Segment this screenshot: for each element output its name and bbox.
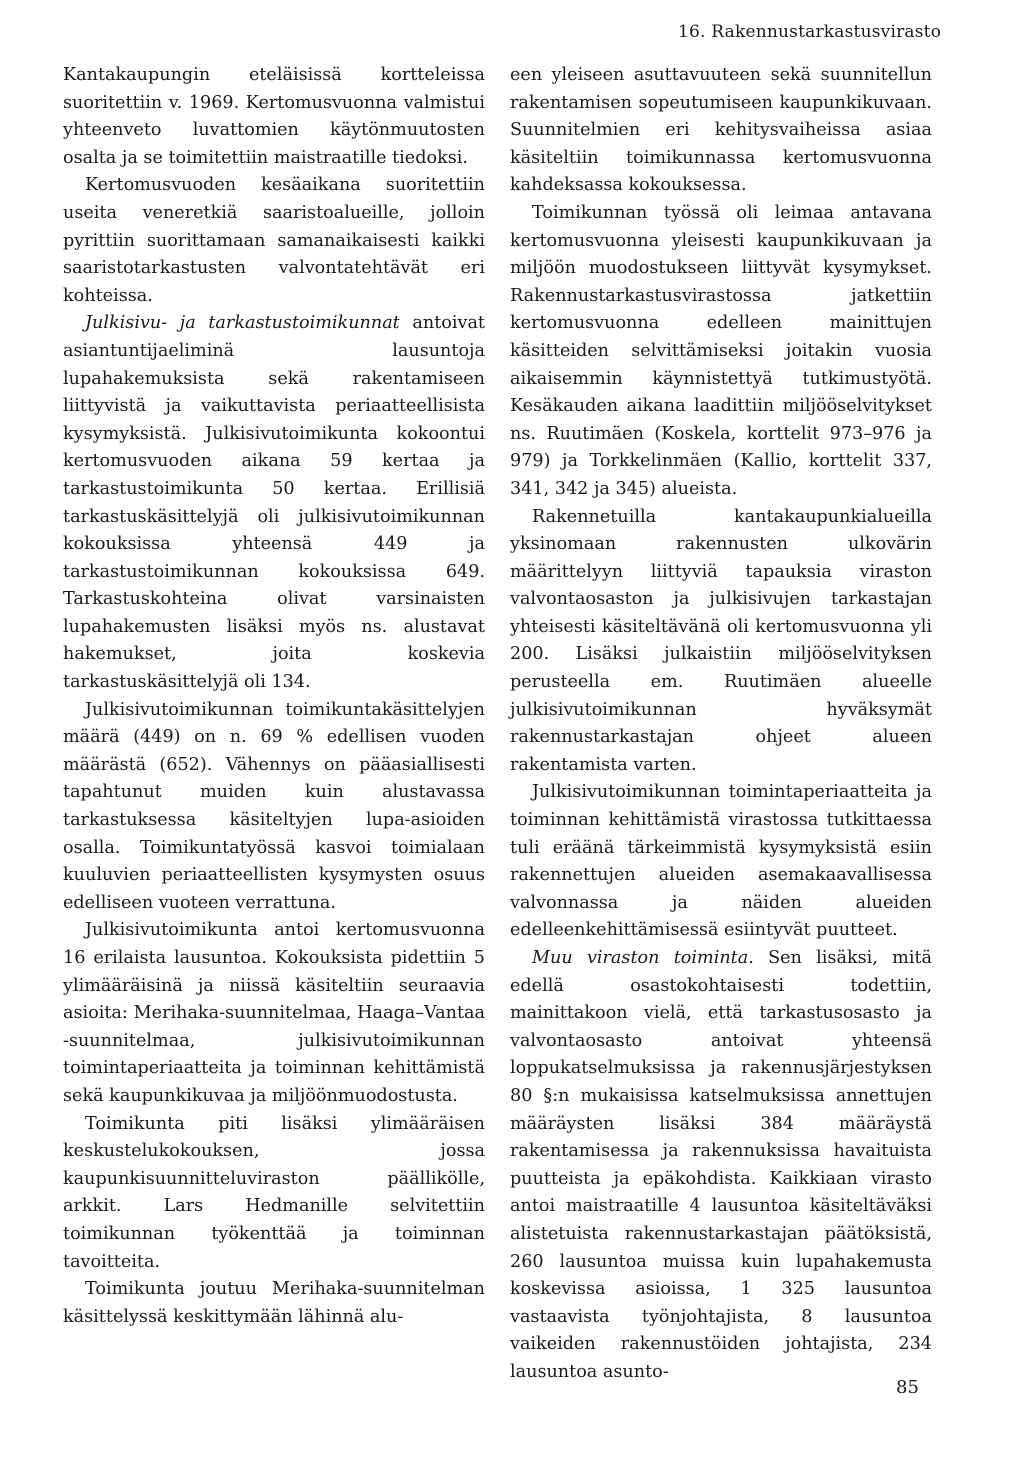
page-number: 85 (896, 1377, 919, 1398)
paragraph: Kantakaupungin eteläisissä kortteleissa suoritettiin v. 1969. Kertomusvuonna valmistui yhteenveto luvattomien käytönmuutosten osalta ja se toimitettiin maistraatille tiedoksi. (63, 65, 485, 168)
paragraph: een yleiseen asuttavuuteen sekä suunnitellun rakentamisen sopeutumiseen kaupunkikuvaan. Suunnitelmien eri kehitysvaiheissa asiaa käsiteltiin toimikunnassa kertomusvuonna kahdeksassa kokouksessa. (510, 65, 932, 196)
running-head: 16. Rakennustarkastusvirasto (678, 22, 942, 42)
paragraph: Julkisivutoimikunnan toimintaperiaatteita ja toiminnan kehittämistä virastossa tutkittaessa tuli eräänä tärkeimmistä kysymyksistä esiin rakennettujen alueiden asemakaavallisessa valvonnassa ja näiden alueiden edelleenkehittämisessä esiintyvät puutteet. (510, 782, 932, 941)
paragraph-text: Sen lisäksi, mitä edellä osastokohtaisesti todettiin, mainittakoon vielä, että tarkastusosasto ja valvontaosasto antoivat yhteensä loppukatselmuksissa ja rakennusjärjestyksen 80 §:n mukaisissa katselmuksissa annettujen määräysten lisäksi 384 määräystä rakentamisessa ja rakennuksissa havaituista puutteista ja epäkohdista. Kaikkiaan virasto antoi maistraatille 4 lausuntoa käsiteltäväksi alistetuista rakennustarkastajan päätöksistä, 260 lausuntoa muissa kuin lupahakemusta koskevissa asioissa, 1 325 lausuntoa vastaavista työnjohtajista, 8 lausuntoa vaikeiden rakennustöiden johtajista, 234 lausuntoa asunto- (510, 948, 932, 1382)
section-heading-italic: Julkisivu- ja tarkastustoimikunnat (85, 313, 400, 334)
paragraph: Toimikunta joutuu Merihaka-suunnitelman käsittelyssä keskittymään lähinnä alu- (63, 1279, 485, 1327)
paragraph: Julkisivutoimikunnan toimikuntakäsittelyjen määrä (449) on n. 69 % edellisen vuoden määrästä (652). Vähennys on pääasiallisesti tapahtunut muiden kuin alustavassa tarkastuksessa käsiteltyjen lupa-asioiden osalla. Toimikuntatyössä kasvoi toimialaan kuuluvien periaatteellisten kysymysten osuus edelliseen vuoteen verrattuna. (63, 699, 485, 913)
paragraph: Julkisivutoimikunta antoi kertomusvuonna 16 erilaista lausuntoa. Kokouksista pidettiin 5 ylimääräisinä ja niissä käsiteltiin seuraavia asioita: Merihaka-suunnitelmaa, Haaga–Vantaa -suunnitelmaa, julkisivutoimikunnan toimintaperiaatteita ja toiminnan kehittämistä sekä kaupunkikuvaa ja miljöönmuodostusta. (63, 920, 485, 1106)
paragraph: Toimikunta piti lisäksi ylimääräisen keskustelukokouksen, jossa kaupunkisuunnitteluviraston päällikölle, arkkit. Lars Hedmanille selvitettiin toimikunnan työkenttää ja toiminnan tavoitteita. (63, 1113, 485, 1272)
paragraph (63, 310, 485, 696)
paragraph: Kertomusvuoden kesäaikana suoritettiin useita veneretkiä saaristoalueille, jolloin pyrittiin suorittamaan samanaikaisesti kaikki saaristotarkastusten valvontatehtävät eri kohteissa. (63, 175, 485, 306)
paragraph-text: antoivat asiantuntijaeliminä lausuntoja lupahakemuksista sekä rakentamiseen liittyvistä ja vaikuttavista periaatteellisista kysymyksistä. Julkisivutoimikunta kokoontui kertomusvuoden aikana 59 kertaa ja tarkastustoimikunta 50 kertaa. Erillisiä tarkastuskäsittelyjä oli julkisivutoimikunnan kokouksissa yhteensä 449 ja tarkastustoimikunnan kokouksissa 649. Tarkastuskohteina olivat varsinaisten lupahakemusten lisäksi myös ns. alustavat hakemukset, joita koskevia tarkastuskäsittelyjä oli 134. (63, 313, 485, 693)
section-heading-italic: Muu viraston toiminta. (532, 948, 754, 968)
paragraph: Rakennetuilla kantakaupunkialueilla yksinomaan rakennusten ulkovärin määrittelyyn liittyviä tapauksia viraston valvontaosaston ja julkisivujen tarkastajan yhteisesti käsiteltävänä oli kertomusvuonna yli 200. Lisäksi julkaistiin miljööselvityksen perusteella em. Ruutimäen alueelle julkisivutoimikunnan hyväksymät rakennustarkastajan ohjeet alueen rakentamista varten. (510, 506, 932, 775)
left-column (63, 62, 485, 1331)
paragraph: Toimikunnan työssä oli leimaa antavana kertomusvuonna yleisesti kaupunkikuvaan ja miljöön muodostukseen liittyvät kysymykset. Rakennustarkastusvirastossa jatkettiin kertomusvuonna edelleen mainittujen käsitteiden selvittämiseksi joitakin vuosia aikaisemmin käynnistettyä tutkimustyötä. Kesäkauden aikana laadittiin miljööselvitykset ns. Ruutimäen (Koskela, korttelit 973–976 ja 979) ja Torkkelinmäen (Kallio, korttelit 337, 341, 342 ja 345) alueista. (510, 202, 932, 499)
right-column (510, 62, 932, 1387)
paragraph (510, 945, 932, 1387)
